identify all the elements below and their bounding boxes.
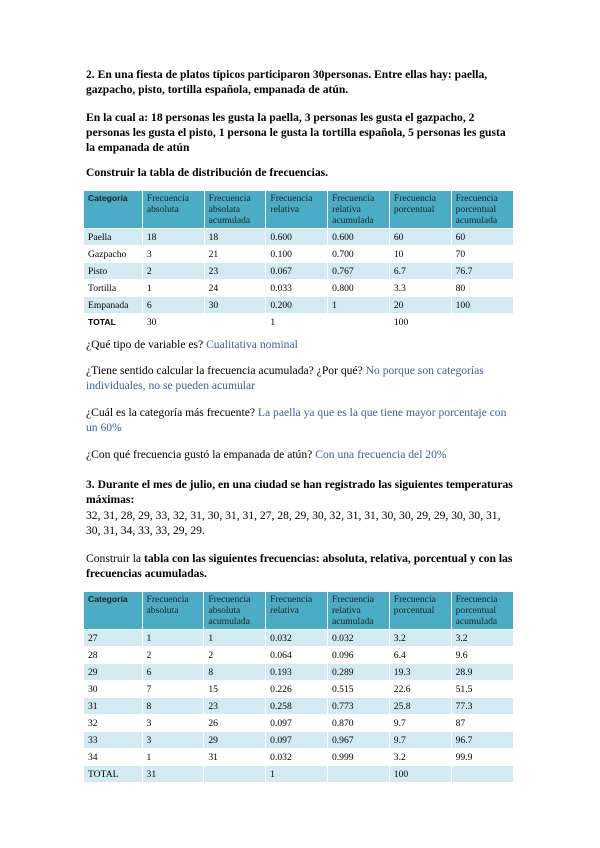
table-cell: 0.226	[266, 681, 328, 698]
table-cell: 0.100	[266, 246, 328, 263]
column-header: Frecuencia absoluta acumulada	[204, 592, 266, 630]
table-cell: 0.032	[266, 749, 328, 766]
instruction-bold: tabla con las siguientes frecuencias: absoluta, relativa, porcentual y con las frecuencias acumuladas.	[86, 552, 513, 580]
row-label-cell: Tortilla	[84, 280, 143, 297]
answer-text: La paella ya que es la que tiene mayor porcentaje con un 60%	[86, 406, 507, 434]
row-label-cell: 34	[84, 749, 143, 766]
column-header: Categoría	[84, 191, 143, 229]
table-header-row	[84, 592, 514, 630]
answer-text: No porque son categorías individuales, no se pueden acumular	[86, 364, 484, 392]
question-text: ¿Qué tipo de variable es?	[86, 338, 204, 351]
table-row	[84, 698, 514, 715]
table-cell: 3	[142, 732, 204, 749]
table-cell	[328, 314, 390, 331]
table-cell: 15	[204, 681, 266, 698]
qa-item-most-frequent	[86, 405, 516, 435]
table-cell: 0.064	[266, 647, 328, 664]
table-row	[84, 681, 514, 698]
table-cell: 76.7	[451, 263, 513, 280]
frequency-table-foods	[83, 190, 514, 331]
table-cell: 0.258	[266, 698, 328, 715]
table-cell: 30	[204, 297, 266, 314]
table-cell: 0.773	[327, 698, 389, 715]
table-cell: 1	[266, 314, 328, 331]
table-cell: 0.600	[266, 229, 328, 246]
table-cell: 9.7	[389, 732, 451, 749]
question-text: ¿Tiene sentido calcular la frecuencia acumulada? ¿Por qué?	[86, 364, 363, 377]
table-row	[84, 280, 514, 297]
table-cell: 30	[142, 314, 204, 331]
table-cell	[204, 766, 266, 783]
table-cell: 24	[204, 280, 266, 297]
table-cell: 3.2	[389, 749, 451, 766]
table-row	[84, 630, 514, 647]
table-cell: 31	[204, 749, 266, 766]
table-header-row	[84, 191, 514, 229]
table-row	[84, 263, 514, 280]
row-label-cell: TOTAL	[84, 314, 143, 331]
table-cell: 28.9	[451, 664, 513, 681]
table-cell: 3	[142, 246, 204, 263]
frequency-table-temperatures	[83, 591, 514, 783]
table-cell: 9.6	[451, 647, 513, 664]
table-cell: 1	[142, 749, 204, 766]
table-cell: 1	[142, 280, 204, 297]
table-row	[84, 664, 514, 681]
column-header: Frecuencia porcentual	[389, 191, 451, 229]
table-cell: 0.600	[328, 229, 390, 246]
table-cell: 2	[142, 647, 204, 664]
table-cell: 3	[142, 715, 204, 732]
table-cell: 22.6	[389, 681, 451, 698]
table-cell: 6	[142, 664, 204, 681]
row-label-cell: 33	[84, 732, 143, 749]
table-cell: 3.3	[389, 280, 451, 297]
table-cell: 6.4	[389, 647, 451, 664]
column-header: Frecuencia porcentual acumulada	[451, 191, 513, 229]
column-header: Categoría	[84, 592, 143, 630]
table-cell: 0.870	[327, 715, 389, 732]
table-row	[84, 229, 514, 246]
column-header: Frecuencia relativa acumulada	[327, 592, 389, 630]
table-cell: 51.5	[451, 681, 513, 698]
table-row	[84, 297, 514, 314]
table-cell: 6	[142, 297, 204, 314]
row-label-cell: 32	[84, 715, 143, 732]
table-cell	[327, 766, 389, 783]
table-row	[84, 314, 514, 331]
table-cell: 25.8	[389, 698, 451, 715]
table-cell: 18	[142, 229, 204, 246]
table-cell: 0.067	[266, 263, 328, 280]
table-cell: 96.7	[451, 732, 513, 749]
table-cell: 26	[204, 715, 266, 732]
table-cell: 77.3	[451, 698, 513, 715]
column-header: Frecuencia relativa acumulada	[328, 191, 390, 229]
table-cell: 100	[389, 314, 451, 331]
table-cell: 31	[142, 766, 204, 783]
table-cell: 1	[142, 630, 204, 647]
table-cell: 23	[204, 263, 266, 280]
answer-text: Con una frecuencia del 20%	[315, 448, 447, 461]
column-header: Frecuencia porcentual	[389, 592, 451, 630]
table-cell: 21	[204, 246, 266, 263]
row-label-cell: Empanada	[84, 297, 143, 314]
table-cell: 9.7	[389, 715, 451, 732]
table-cell: 29	[204, 732, 266, 749]
table-cell: 0.033	[266, 280, 328, 297]
table-cell: 8	[204, 664, 266, 681]
table-cell	[451, 314, 513, 331]
table-row	[84, 246, 514, 263]
table-cell: 100	[451, 297, 513, 314]
row-label-cell: 28	[84, 647, 143, 664]
row-label-cell: Paella	[84, 229, 143, 246]
q3-instruction	[86, 551, 516, 581]
table-cell: 7	[142, 681, 204, 698]
row-label-cell: 30	[84, 681, 143, 698]
table-cell	[204, 314, 266, 331]
answer-text: Cualitativa nominal	[206, 338, 298, 351]
table-row	[84, 715, 514, 732]
column-header: Frecuencia relativa	[266, 191, 328, 229]
q2-detail: En la cual a: 18 personas les gusta la paella, 3 personas les gusta el gazpacho, 2 personas les gusta el pisto, 1 persona le gusta la tortilla española, 5 personas les gusta la empanada de atún	[86, 111, 506, 154]
qa-item-empanada	[86, 447, 516, 462]
table-cell: 3.2	[389, 630, 451, 647]
table-cell: 60	[389, 229, 451, 246]
table-cell: 6.7	[389, 263, 451, 280]
table-cell	[451, 766, 513, 783]
question-text: ¿Cuál es la categoría más frecuente?	[86, 406, 255, 419]
q3-values: 32, 31, 28, 29, 33, 32, 31, 30, 31, 31, 27, 28, 29, 30, 32, 31, 31, 30, 30, 29, 29, 30, 30, 31, 30, 31, 34, 33, 33, 29, 29.	[86, 509, 501, 537]
column-header: Frecuencia absolata acumulada	[204, 191, 266, 229]
qa-item-cumulative	[86, 363, 516, 393]
column-header: Frecuencia absoluta	[142, 592, 204, 630]
table-cell: 0.800	[328, 280, 390, 297]
instruction-plain: Construir la	[86, 552, 144, 565]
column-header: Frecuencia relativa	[266, 592, 328, 630]
table-cell: 3.2	[451, 630, 513, 647]
row-label-cell: Pisto	[84, 263, 143, 280]
table-cell: 70	[451, 246, 513, 263]
table-cell: 0.097	[266, 715, 328, 732]
row-label-cell: TOTAL	[84, 766, 143, 783]
table-cell: 1	[266, 766, 328, 783]
table-cell: 0.193	[266, 664, 328, 681]
q2-instruction: Construir la tabla de distribución de frecuencias.	[86, 166, 329, 179]
table-cell: 99.9	[451, 749, 513, 766]
q3-heading: 3. Durante el mes de julio, en una ciudad se han registrado las siguientes temperaturas máximas:	[86, 478, 513, 506]
qa-item-variable-type	[86, 337, 516, 352]
table-cell: 0.097	[266, 732, 328, 749]
table-cell: 0.096	[327, 647, 389, 664]
table-row	[84, 766, 514, 783]
table-cell: 0.032	[266, 630, 328, 647]
question-text: ¿Con qué frecuencia gustó la empanada de atún?	[86, 448, 313, 461]
table-cell: 19.3	[389, 664, 451, 681]
table-cell: 80	[451, 280, 513, 297]
table-cell: 60	[451, 229, 513, 246]
table-cell: 1	[204, 630, 266, 647]
table-cell: 0.999	[327, 749, 389, 766]
table-cell: 2	[204, 647, 266, 664]
table-cell: 0.289	[327, 664, 389, 681]
column-header: Frecuencia absoluta	[142, 191, 204, 229]
table-cell: 18	[204, 229, 266, 246]
table-cell: 10	[389, 246, 451, 263]
table-cell: 0.200	[266, 297, 328, 314]
row-label-cell: Gazpacho	[84, 246, 143, 263]
row-label-cell: 27	[84, 630, 143, 647]
table-cell: 87	[451, 715, 513, 732]
table-cell: 0.515	[327, 681, 389, 698]
table-row	[84, 749, 514, 766]
table-cell: 1	[328, 297, 390, 314]
table-cell: 8	[142, 698, 204, 715]
table-cell: 23	[204, 698, 266, 715]
row-label-cell: 29	[84, 664, 143, 681]
table-cell: 0.767	[328, 263, 390, 280]
q2-heading: 2. En una fiesta de platos típicos participaron 30personas. Entre ellas hay: paella, gazpacho, pisto, tortilla española, empanada de atún.	[86, 68, 488, 96]
table-cell: 0.700	[328, 246, 390, 263]
table-cell: 20	[389, 297, 451, 314]
table-cell: 2	[142, 263, 204, 280]
table-cell: 0.967	[327, 732, 389, 749]
column-header: Frecuencia porcentual acumulada	[451, 592, 513, 630]
table-cell: 100	[389, 766, 451, 783]
row-label-cell: 31	[84, 698, 143, 715]
table-row	[84, 647, 514, 664]
table-cell: 0.032	[327, 630, 389, 647]
table-row	[84, 732, 514, 749]
